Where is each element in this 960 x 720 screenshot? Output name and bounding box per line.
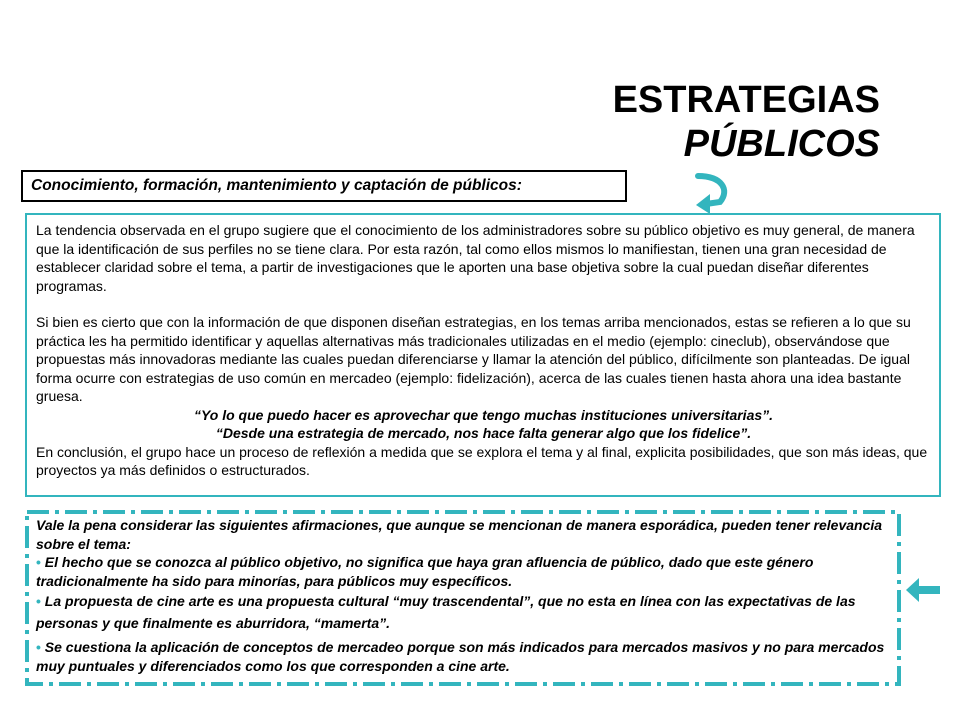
paragraph-spacer <box>36 295 931 313</box>
slide-title <box>613 78 880 166</box>
affirmations-content <box>36 516 892 675</box>
affirmation-text: El hecho que se conozca al público objetivo, no significa que haya gran afluencia de público, dado que este género tradicionalmente ha sido para minorías, para públicos muy específicos. <box>36 554 814 589</box>
left-arrow-icon <box>906 576 940 604</box>
bullet-icon: • <box>36 593 41 609</box>
title-line-2: PÚBLICOS <box>683 123 880 165</box>
affirmation-text: Se cuestiona la aplicación de conceptos de mercadeo porque son más indicados para mercados masivos y no para mercados muy puntuales y diferenciados como los que corresponden a cine arte. <box>36 639 885 674</box>
bullet-icon: • <box>36 639 41 655</box>
affirmation-text: La propuesta de cine arte es una propuesta cultural “muy trascendental”, que no esta en línea con las expectativas de las personas y que finalmente es aburridora, “mamerta”. <box>36 593 856 631</box>
affirmation-item <box>36 590 892 634</box>
findings-conclusion: En conclusión, el grupo hace un proceso de reflexión a medida que se explora el tema y al final, explicita posibilidades, que son más ideas, que proyectos ya más definidos o estructurados. <box>36 443 928 478</box>
affirmation-item <box>36 553 892 590</box>
section-subheading <box>21 170 627 202</box>
quote-1: “Yo lo que puedo hacer es aprovechar que tengo muchas instituciones universitarias”. <box>193 406 774 423</box>
affirmations-box <box>25 510 901 686</box>
findings-paragraph-2: Si bien es cierto que con la información de que disponen diseñan estrategias, en los temas arriba mencionados, estas se refieren a lo que su práctica les ha permitido identificar y aquellas alternativas más tradicionales utilizadas en el medio (ejemplo: cineclub), observándose que propuestas más innovadoras mediante las cuales puedan diferenciarse y llamar la atención del público, difícilmente son planteadas. De igual forma ocurre con estrategias de uso común en mercadeo (ejemplo: fidelización), acerca de las cuales tienen hasta ahora una idea bastante gruesa. <box>36 314 911 404</box>
bullet-icon: • <box>36 554 41 570</box>
subheading-text: Conocimiento, formación, mantenimiento y captación de públicos: <box>31 177 522 194</box>
title-line-1: ESTRATEGIAS <box>612 79 880 121</box>
affirmations-intro: Vale la pena considerar las siguientes afirmaciones, que aunque se mencionan de manera esporádica, pueden tener relevancia sobre el tema: <box>36 517 883 552</box>
affirmation-item <box>36 638 892 675</box>
findings-box <box>25 213 941 497</box>
findings-paragraph-1: La tendencia observada en el grupo sugiere que el conocimiento de los administradores sobre su público objetivo es muy general, de manera que la identificación de sus perfiles no se tiene clara. Por esta razón, tal como ellos mismos lo manifiestan, tienen una gran necesidad de establecer claridad sobre el tema, a partir de investigaciones que le aporten una base objetiva sobre la cual puedan diseñar diferentes programas. <box>36 222 915 294</box>
quote-2: “Desde una estrategia de mercado, nos hace falta generar algo que los fidelice”. <box>215 425 752 441</box>
curved-arrow-icon <box>690 170 742 218</box>
